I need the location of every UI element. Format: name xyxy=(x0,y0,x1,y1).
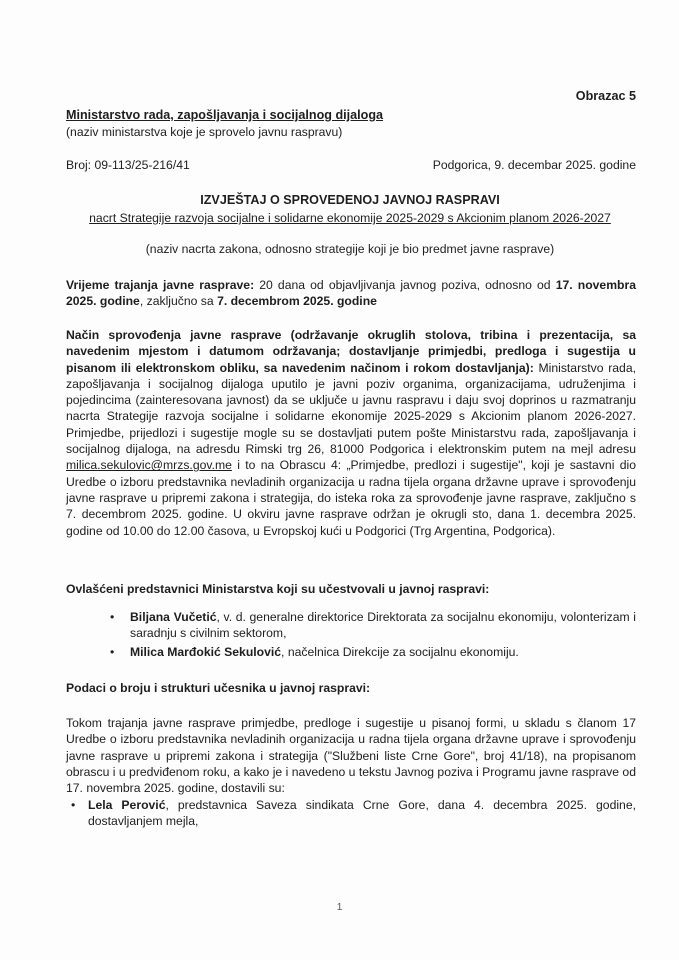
representative-role: , načelnica Direkcije za socijalnu ekonomiju. xyxy=(281,644,519,659)
duration-start-date: 17. novembra 2025. godine xyxy=(66,278,636,309)
participants-heading: Podaci o broju i strukturi učesnika u javnoj raspravi: xyxy=(66,681,371,695)
duration-end-date: 7. decembrom 2025. godine xyxy=(217,294,377,309)
page-number: 1 xyxy=(336,902,343,913)
method-label: Način sprovođenja javne rasprave (održavanje okruglih stolova, tribina i prezentacija, sa navedenim mjestom i datumom održavanja; dostavljanje primjedbi, predloga i sugestija u pisanom ili elektronskom obliku, sa navedenim načinom i rokom dostavljanja): xyxy=(66,328,636,375)
draft-title: nacrt Strategije razvoja socijalne i solidarne ekonomije 2025-2029 s Akcionim planom 2026-2027 xyxy=(89,211,611,225)
ministry-name: Ministarstvo rada, zapošljavanja i socijalnog dijaloga xyxy=(66,108,384,122)
method-paragraph xyxy=(66,327,636,539)
representatives-heading: Ovlašćeni predstavnici Ministarstva koji su učestvovali u javnoj raspravi: xyxy=(66,582,490,596)
representative-role: , v. d. generalne direktorice Direktorata za socijalnu ekonomiju, volonterizam i saradnju s civilnim sektorom, xyxy=(130,610,636,641)
duration-text: 20 dana od objavljivanja javnog poziva, odnosno od xyxy=(254,278,556,292)
list-item xyxy=(92,644,636,660)
place-date: Podgorica, 9. decembar 2025. godine xyxy=(432,158,636,172)
participants-paragraph: Tokom trajanja javne rasprave primjedbe, predloge i sugestije u pisanoj formi, u skladu s članom 17 Uredbe o izboru predstavnika nevladinih organizacija u radna tijela organa državne uprave i sprovođenju javne rasprave u pripremi zakona i strategija ("Službeni liste Crne Gore", broj 41/18), na propisanom obrascu i u predviđenom roku, a kako je i navedeno u tekstu Javnog poziva i Programu javne rasprave od 17. novembra 2025. godine, dostavili su: xyxy=(66,716,636,796)
submitter-name: Lela Perović xyxy=(88,798,166,812)
duration-paragraph xyxy=(66,277,636,310)
duration-label: Vrijeme trajanja javne rasprave: xyxy=(66,278,255,292)
representative-name: Milica Marđokić Sekulović xyxy=(130,644,282,659)
ministry-note: (naziv ministarstva koje je sprovelo javnu raspravu) xyxy=(66,125,343,139)
submitter-detail: , predstavnica Saveza sindikata Crne Gore, dana 4. decembra 2025. godine, dostavljanjem mejla, xyxy=(88,798,636,829)
reference-number: Broj: 09-113/25-216/41 xyxy=(66,158,190,172)
list-item xyxy=(92,609,636,642)
method-text: Ministarstvo rada, zapošljavanja i socijalnog dijaloga uputilo je javni poziv organima, organizacijama, udruženjima i pojedincima (zainteresovana javnost) da se uključe u javnu raspravu i daju svoj doprinos u razmatranju nacrta Strategije razvoja socijalne i solidarne ekonomije 2025-2029 s Akcionim planom 2026-2027. Primjedbe, prijedlozi i sugestije mogle su se dostavljati putem pošte Ministarstvu rada, zapošljavanja i socijalnog dijaloga, na adresdu Rimski trg 26, 81000 Podgorica i elektronskim putem na mejl adresu xyxy=(66,360,636,457)
list-item xyxy=(68,797,636,830)
representatives-list xyxy=(92,609,636,662)
email-link[interactable]: milica.sekulovic@mrzs.gov.me xyxy=(66,458,232,473)
representative-name: Biljana Vučetić xyxy=(130,610,217,624)
form-label: Obrazac 5 xyxy=(575,89,636,103)
draft-note: (naziv nacrta zakona, odnosno strategije koji je bio predmet javne rasprave) xyxy=(145,242,555,256)
report-title: IZVJEŠTAJ O SPROVEDENOJ JAVNOJ RASPRAVI xyxy=(200,193,500,207)
submitters-list xyxy=(68,797,636,830)
duration-text: , zaključno sa xyxy=(139,294,218,309)
method-text: i to na Obrascu 4: „Primjedbe, predlozi i sugestije", koji je sastavni dio Uredbe o izboru predstavnika nevladinih organizacija u radna tijela organa državne uprave i sprovođenju javne rasprave u pripremi zakona i strategija, do isteka roka za sprovođenje javne rasprave, zaključno s 7. decembrom 2025. godine. U okviru javne rasprave održan je okrugli sto, dana 1. decembra 2025. godine od 10.00 do 12.00 časova, u Evropskoj kući u Podgorici (Trg Argentina, Podgorica). xyxy=(66,458,636,538)
